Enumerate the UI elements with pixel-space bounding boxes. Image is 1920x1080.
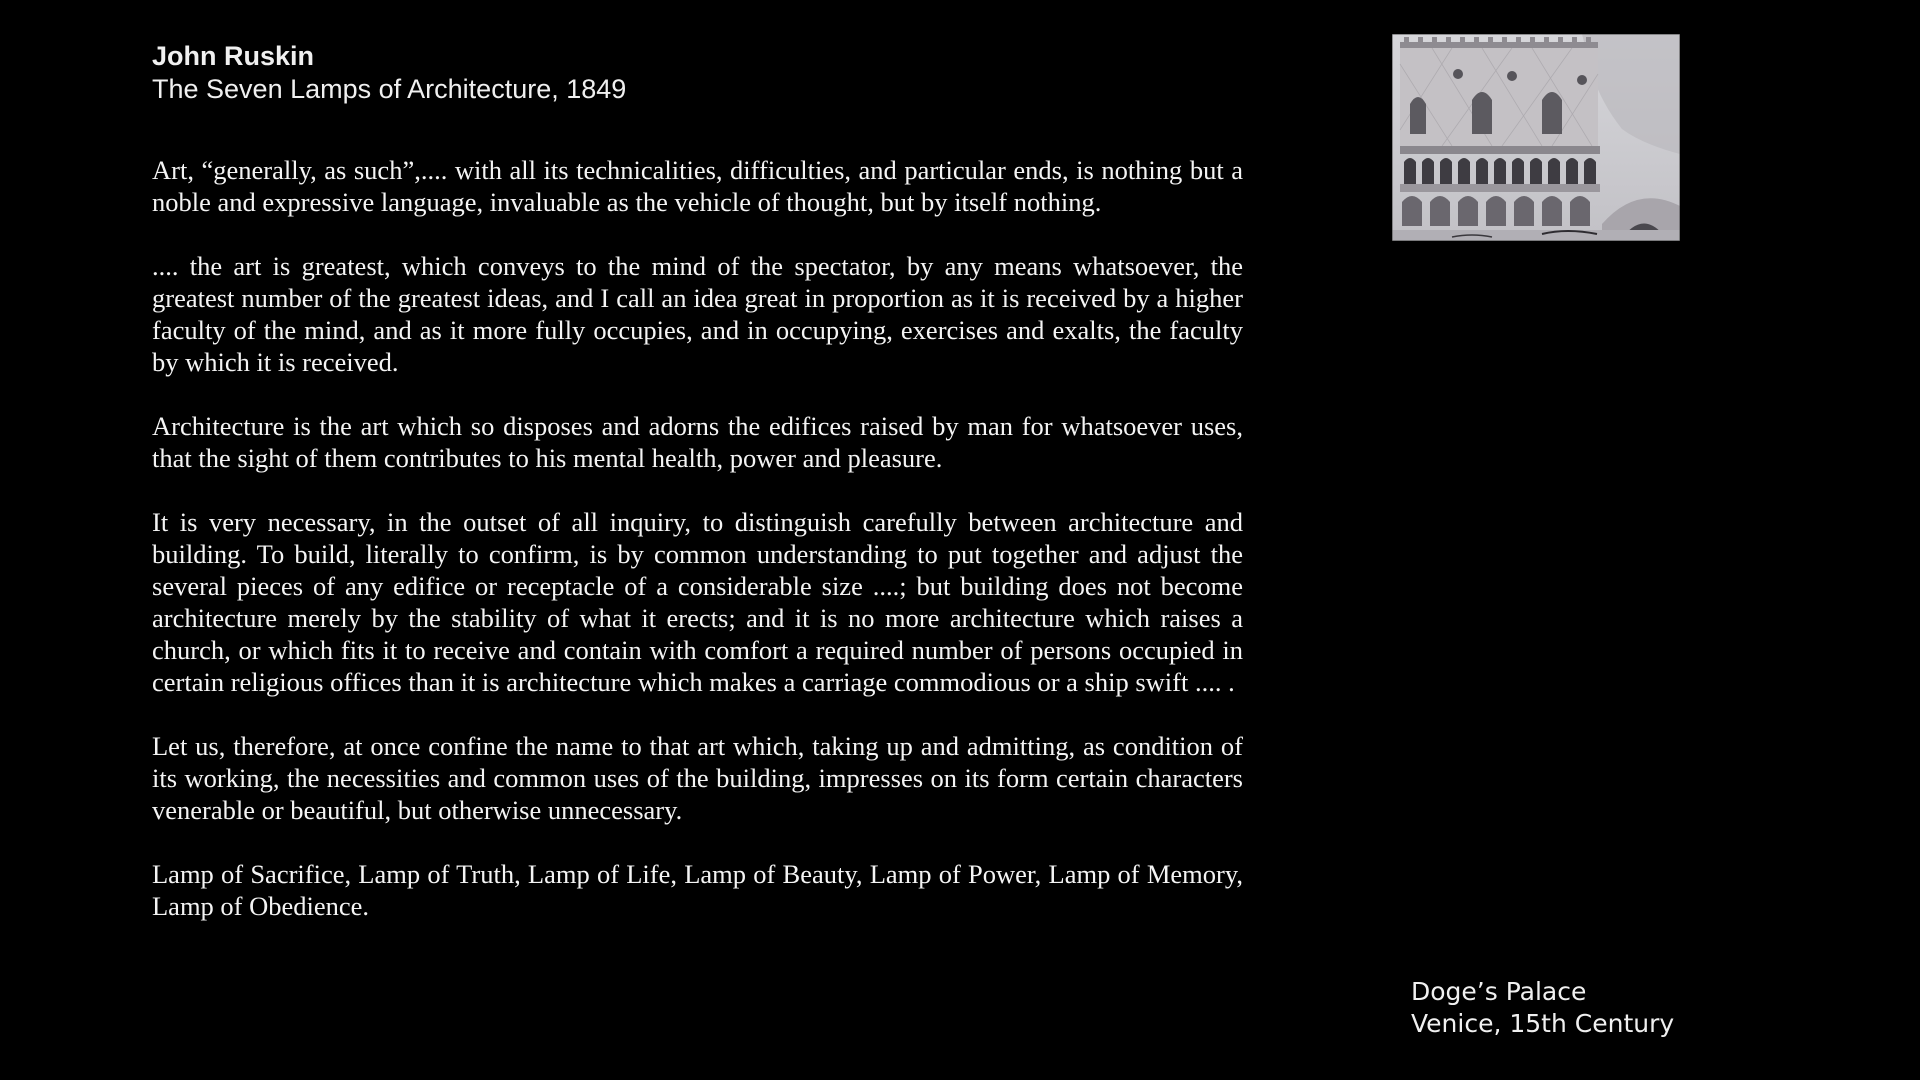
slide-header <box>152 40 626 106</box>
caption-title: Doge’s Palace <box>1411 977 1587 1006</box>
quote-paragraph-4: It is very necessary, in the outset of all inquiry, to distinguish carefully between architecture and building. To build, literally to confirm, is by common understanding to put together and adjust the several pieces of any edifice or receptacle of a considerable size ....; but building does not become architecture merely by the stability of what it erects; and it is no more architecture which raises a church, or which fits it to receive and contain with comfort a required number of persons occupied in certain religious offices than it is architecture which makes a carriage commodious or a ship swift .... . <box>152 507 1243 697</box>
doges-palace-sketch <box>1392 34 1680 241</box>
quote-body <box>152 154 1243 954</box>
image-caption <box>1411 976 1674 1040</box>
quote-paragraph-3: Architecture is the art which so disposes and adorns the edifices raised by man for whatsoever uses, that the sight of them contributes to his mental health, power and pleasure. <box>152 411 1243 473</box>
lamps-list: Lamp of Sacrifice, Lamp of Truth, Lamp of Life, Lamp of Beauty, Lamp of Power, Lamp of Memory, Lamp of Obedience. <box>152 859 1243 921</box>
doges-palace-image <box>1392 34 1680 241</box>
author-name: John Ruskin <box>152 41 315 71</box>
quote-paragraph-5: Let us, therefore, at once confine the name to that art which, taking up and admitting, as condition of its working, the necessities and common uses of the building, impresses on its form certain characters venerable or beautiful, but otherwise unnecessary. <box>152 731 1243 825</box>
caption-subtitle: Venice, 15th Century <box>1411 1009 1675 1038</box>
quote-paragraph-2: .... the art is greatest, which conveys to the mind of the spectator, by any means whatsoever, the greatest number of the greatest ideas, and I call an idea great in proportion as it is received by a higher faculty of the mind, and as it more fully occupies, and in occupying, exercises and exalts, the faculty by which it is received. <box>152 251 1243 377</box>
quote-paragraph-1: Art, “generally, as such”,.... with all its technicalities, difficulties, and particular ends, is nothing but a noble and expressive language, invaluable as the vehicle of thought, but by itself nothing. <box>152 155 1243 217</box>
work-title: The Seven Lamps of Architecture, 1849 <box>152 74 627 104</box>
